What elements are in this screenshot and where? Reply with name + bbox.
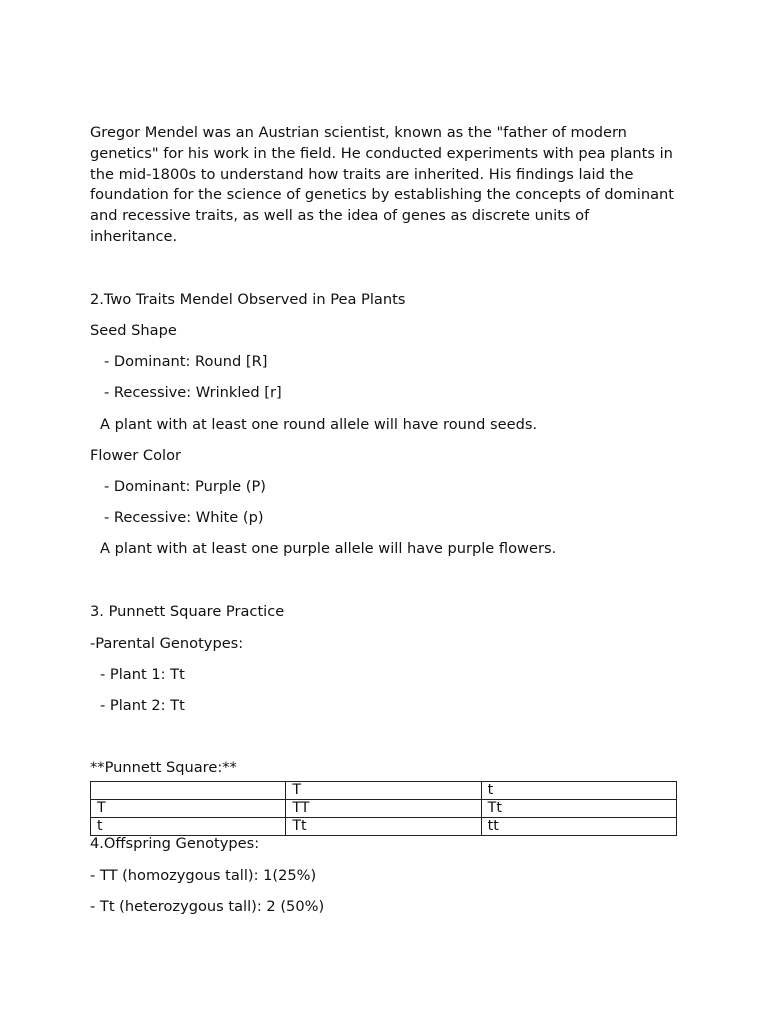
table-row [91,818,677,836]
flower-note: A plant with at least one purple allele will have purple flowers. [100,540,557,558]
seed-note: A plant with at least one round allele will have round seeds. [100,415,538,433]
flower-recessive: - Recessive: White (p) [104,509,264,527]
plant2-genotype: - Plant 2: Tt [100,697,185,715]
table-cell: Tt [286,818,481,836]
seed-dominant: - Dominant: Round [R] [104,353,268,371]
table-cell: TT [286,800,481,818]
table-cell: Tt [481,800,676,818]
offspring-item: - Tt (heterozygous tall): 2 (50%) [90,897,325,915]
flower-dominant: - Dominant: Purple (P) [104,477,266,495]
table-cell: t [481,782,676,800]
section3-heading: 3. Punnett Square Practice [90,603,285,621]
plant1-genotype: - Plant 1: Tt [100,665,185,683]
seed-recessive: - Recessive: Wrinkled [r] [104,384,282,402]
parental-genotypes-label: -Parental Genotypes: [90,634,244,652]
table-cell: T [286,782,481,800]
document-page [90,123,678,928]
flower-color-title: Flower Color [90,446,182,464]
table-row [91,800,677,818]
table-cell: T [91,800,286,818]
section4-heading: 4.Offspring Genotypes: [90,835,260,853]
table-cell: t [91,818,286,836]
table-cell: tt [481,818,676,836]
section2-heading: 2.Two Traits Mendel Observed in Pea Plants [90,290,406,308]
punnett-square-table [90,781,677,836]
offspring-item: - TT (homozygous tall): 1(25%) [90,866,317,884]
seed-shape-title: Seed Shape [90,321,177,339]
table-row [91,782,677,800]
table-cell [91,782,286,800]
intro-paragraph: Gregor Mendel was an Austrian scientist, known as the "father of modern genetics" for his work in the field. He conducted experiments with pea plants in the mid-1800s to understand how traits are inherited. His findings laid the foundation for the science of genetics by establishing the concepts of dominant and recessive traits, as well as the idea of genes as discrete units of inheritance. [90,124,674,245]
punnett-square-label: **Punnett Square:** [90,759,237,777]
